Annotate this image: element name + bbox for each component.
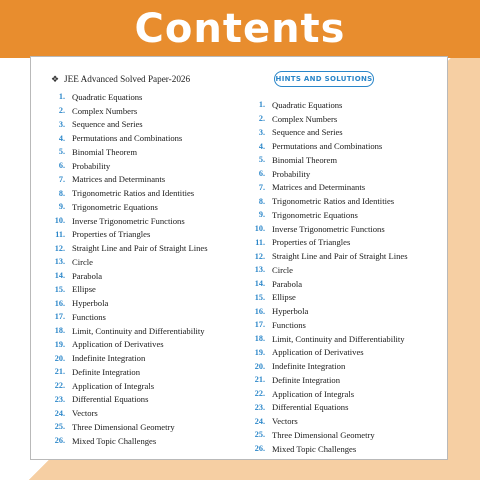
item-number: 21. (254, 375, 265, 385)
item-label: Definite Integration (272, 374, 341, 385)
list-item (46, 351, 242, 365)
item-label: Vectors (72, 408, 98, 419)
item-number: 16. (254, 306, 265, 316)
item-number: 18. (54, 326, 65, 336)
list-item (246, 208, 466, 222)
item-label: Definite Integration (72, 366, 141, 377)
item-label: Quadratic Equations (72, 91, 143, 102)
list-item (46, 393, 242, 407)
item-number: 7. (258, 182, 265, 192)
item-label: Vectors (272, 416, 298, 427)
item-label: Circle (272, 264, 293, 275)
item-label: Limit, Continuity and Differentiability (272, 333, 405, 344)
list-item (46, 118, 242, 132)
list-item (246, 359, 466, 373)
list-item (46, 145, 242, 159)
list-item (46, 159, 242, 173)
item-number: 24. (254, 416, 265, 426)
item-number: 24. (54, 408, 65, 418)
list-item (246, 236, 466, 250)
item-number: 25. (254, 430, 265, 440)
item-label: Hyperbola (72, 298, 109, 309)
item-label: Permutations and Combinations (72, 133, 183, 144)
item-number: 4. (258, 141, 265, 151)
item-number: 18. (254, 334, 265, 344)
list-item (46, 310, 242, 324)
right-column (246, 98, 466, 456)
list-item (246, 167, 466, 181)
list-item (246, 194, 466, 208)
right-topic-list (246, 98, 466, 456)
item-label: Mixed Topic Challenges (72, 435, 157, 446)
item-number: 16. (54, 298, 65, 308)
list-item (246, 442, 466, 456)
item-label: Application of Integrals (72, 380, 155, 391)
item-label: Probability (272, 168, 311, 179)
item-label: Inverse Trigonometric Functions (72, 215, 185, 226)
item-label: Sequence and Series (272, 127, 343, 138)
list-item (46, 379, 242, 393)
item-number: 15. (54, 284, 65, 294)
item-number: 25. (54, 422, 65, 432)
item-label: Probability (72, 160, 111, 171)
item-label: Differential Equations (272, 402, 349, 413)
item-label: Limit, Continuity and Differentiability (72, 325, 205, 336)
list-item (246, 332, 466, 346)
item-label: Three Dimensional Geometry (72, 421, 175, 432)
item-number: 8. (58, 188, 65, 198)
item-number: 11. (55, 229, 65, 239)
item-number: 12. (254, 251, 265, 261)
item-number: 26. (254, 444, 265, 454)
item-label: Straight Line and Pair of Straight Lines (272, 251, 408, 262)
item-label: Hyperbola (272, 306, 309, 317)
item-label: Properties of Triangles (272, 237, 351, 248)
item-label: Circle (72, 256, 93, 267)
list-item (246, 98, 466, 112)
item-number: 22. (54, 381, 65, 391)
item-label: Binomial Theorem (272, 154, 337, 165)
item-label: Ellipse (72, 284, 96, 295)
list-item (246, 387, 466, 401)
list-item (246, 222, 466, 236)
item-number: 8. (258, 196, 265, 206)
list-item (46, 406, 242, 420)
list-item (246, 181, 466, 195)
item-number: 5. (258, 155, 265, 165)
list-item (46, 228, 242, 242)
list-item (46, 104, 242, 118)
list-item (246, 112, 466, 126)
item-label: Matrices and Determinants (72, 174, 166, 185)
list-item (46, 90, 242, 104)
list-item (46, 365, 242, 379)
item-label: Application of Integrals (272, 388, 355, 399)
item-number: 6. (58, 161, 65, 171)
item-label: Trigonometric Ratios and Identities (72, 188, 195, 199)
list-item (246, 249, 466, 263)
list-item (46, 324, 242, 338)
item-label: Parabola (272, 278, 303, 289)
page-title: Contents (134, 6, 346, 52)
list-item (46, 214, 242, 228)
item-label: Parabola (72, 270, 103, 281)
item-label: Ellipse (272, 292, 296, 303)
item-label: Sequence and Series (72, 119, 143, 130)
list-item (46, 434, 242, 448)
item-label: Straight Line and Pair of Straight Lines (72, 243, 208, 254)
item-number: 11. (255, 237, 265, 247)
item-label: Trigonometric Equations (272, 209, 358, 220)
item-number: 13. (254, 265, 265, 275)
item-number: 14. (254, 279, 265, 289)
item-label: Functions (272, 319, 306, 330)
item-number: 3. (258, 127, 265, 137)
diamond-bullet-icon: ❖ (50, 73, 60, 84)
item-label: Mixed Topic Challenges (272, 443, 357, 454)
item-number: 21. (54, 367, 65, 377)
item-number: 23. (54, 394, 65, 404)
hints-solutions-badge: HINTS AND SOLUTIONS (274, 71, 374, 87)
left-heading-label: JEE Advanced Solved Paper-2026 (64, 74, 191, 84)
item-number: 10. (54, 216, 65, 226)
list-item (246, 373, 466, 387)
item-number: 15. (254, 292, 265, 302)
item-number: 7. (58, 174, 65, 184)
item-number: 9. (258, 210, 265, 220)
item-number: 13. (54, 257, 65, 267)
list-item (46, 255, 242, 269)
item-number: 23. (254, 402, 265, 412)
item-number: 1. (58, 92, 65, 102)
item-label: Binomial Theorem (72, 146, 137, 157)
item-label: Application of Derivatives (72, 339, 164, 350)
list-item (246, 304, 466, 318)
item-label: Quadratic Equations (272, 99, 343, 110)
item-label: Inverse Trigonometric Functions (272, 223, 385, 234)
item-label: Permutations and Combinations (272, 141, 383, 152)
left-topic-list (46, 90, 242, 448)
list-item (46, 420, 242, 434)
item-number: 4. (58, 133, 65, 143)
left-column (46, 72, 242, 448)
list-item (246, 139, 466, 153)
list-item (46, 241, 242, 255)
list-item (46, 186, 242, 200)
list-item (46, 200, 242, 214)
left-heading (46, 72, 242, 86)
item-label: Three Dimensional Geometry (272, 429, 375, 440)
list-item (246, 153, 466, 167)
list-item (246, 428, 466, 442)
item-label: Indefinite Integration (272, 361, 346, 372)
item-number: 17. (254, 320, 265, 330)
item-number: 12. (54, 243, 65, 253)
item-label: Differential Equations (72, 394, 149, 405)
item-label: Trigonometric Equations (72, 201, 158, 212)
item-number: 19. (54, 339, 65, 349)
item-number: 20. (254, 361, 265, 371)
list-item (46, 173, 242, 187)
list-item (246, 126, 466, 140)
item-number: 17. (54, 312, 65, 322)
list-item (246, 401, 466, 415)
item-label: Matrices and Determinants (272, 182, 366, 193)
item-number: 19. (254, 347, 265, 357)
item-number: 3. (58, 119, 65, 129)
item-label: Complex Numbers (272, 113, 338, 124)
list-item (46, 269, 242, 283)
list-item (46, 296, 242, 310)
item-label: Application of Derivatives (272, 347, 364, 358)
list-item (246, 414, 466, 428)
item-number: 22. (254, 389, 265, 399)
list-item (46, 338, 242, 352)
item-number: 9. (58, 202, 65, 212)
item-number: 10. (254, 224, 265, 234)
item-label: Properties of Triangles (72, 229, 151, 240)
list-item (246, 318, 466, 332)
list-item (246, 263, 466, 277)
item-number: 26. (54, 436, 65, 446)
item-number: 2. (58, 106, 65, 116)
item-number: 6. (258, 169, 265, 179)
list-item (246, 346, 466, 360)
item-label: Indefinite Integration (72, 353, 146, 364)
list-item (46, 131, 242, 145)
item-number: 2. (258, 114, 265, 124)
item-label: Trigonometric Ratios and Identities (272, 196, 395, 207)
list-item (246, 291, 466, 305)
item-number: 5. (58, 147, 65, 157)
item-number: 14. (54, 271, 65, 281)
item-number: 20. (54, 353, 65, 363)
list-item (46, 283, 242, 297)
item-label: Functions (72, 311, 106, 322)
list-item (246, 277, 466, 291)
item-label: Complex Numbers (72, 105, 138, 116)
item-number: 1. (258, 100, 265, 110)
